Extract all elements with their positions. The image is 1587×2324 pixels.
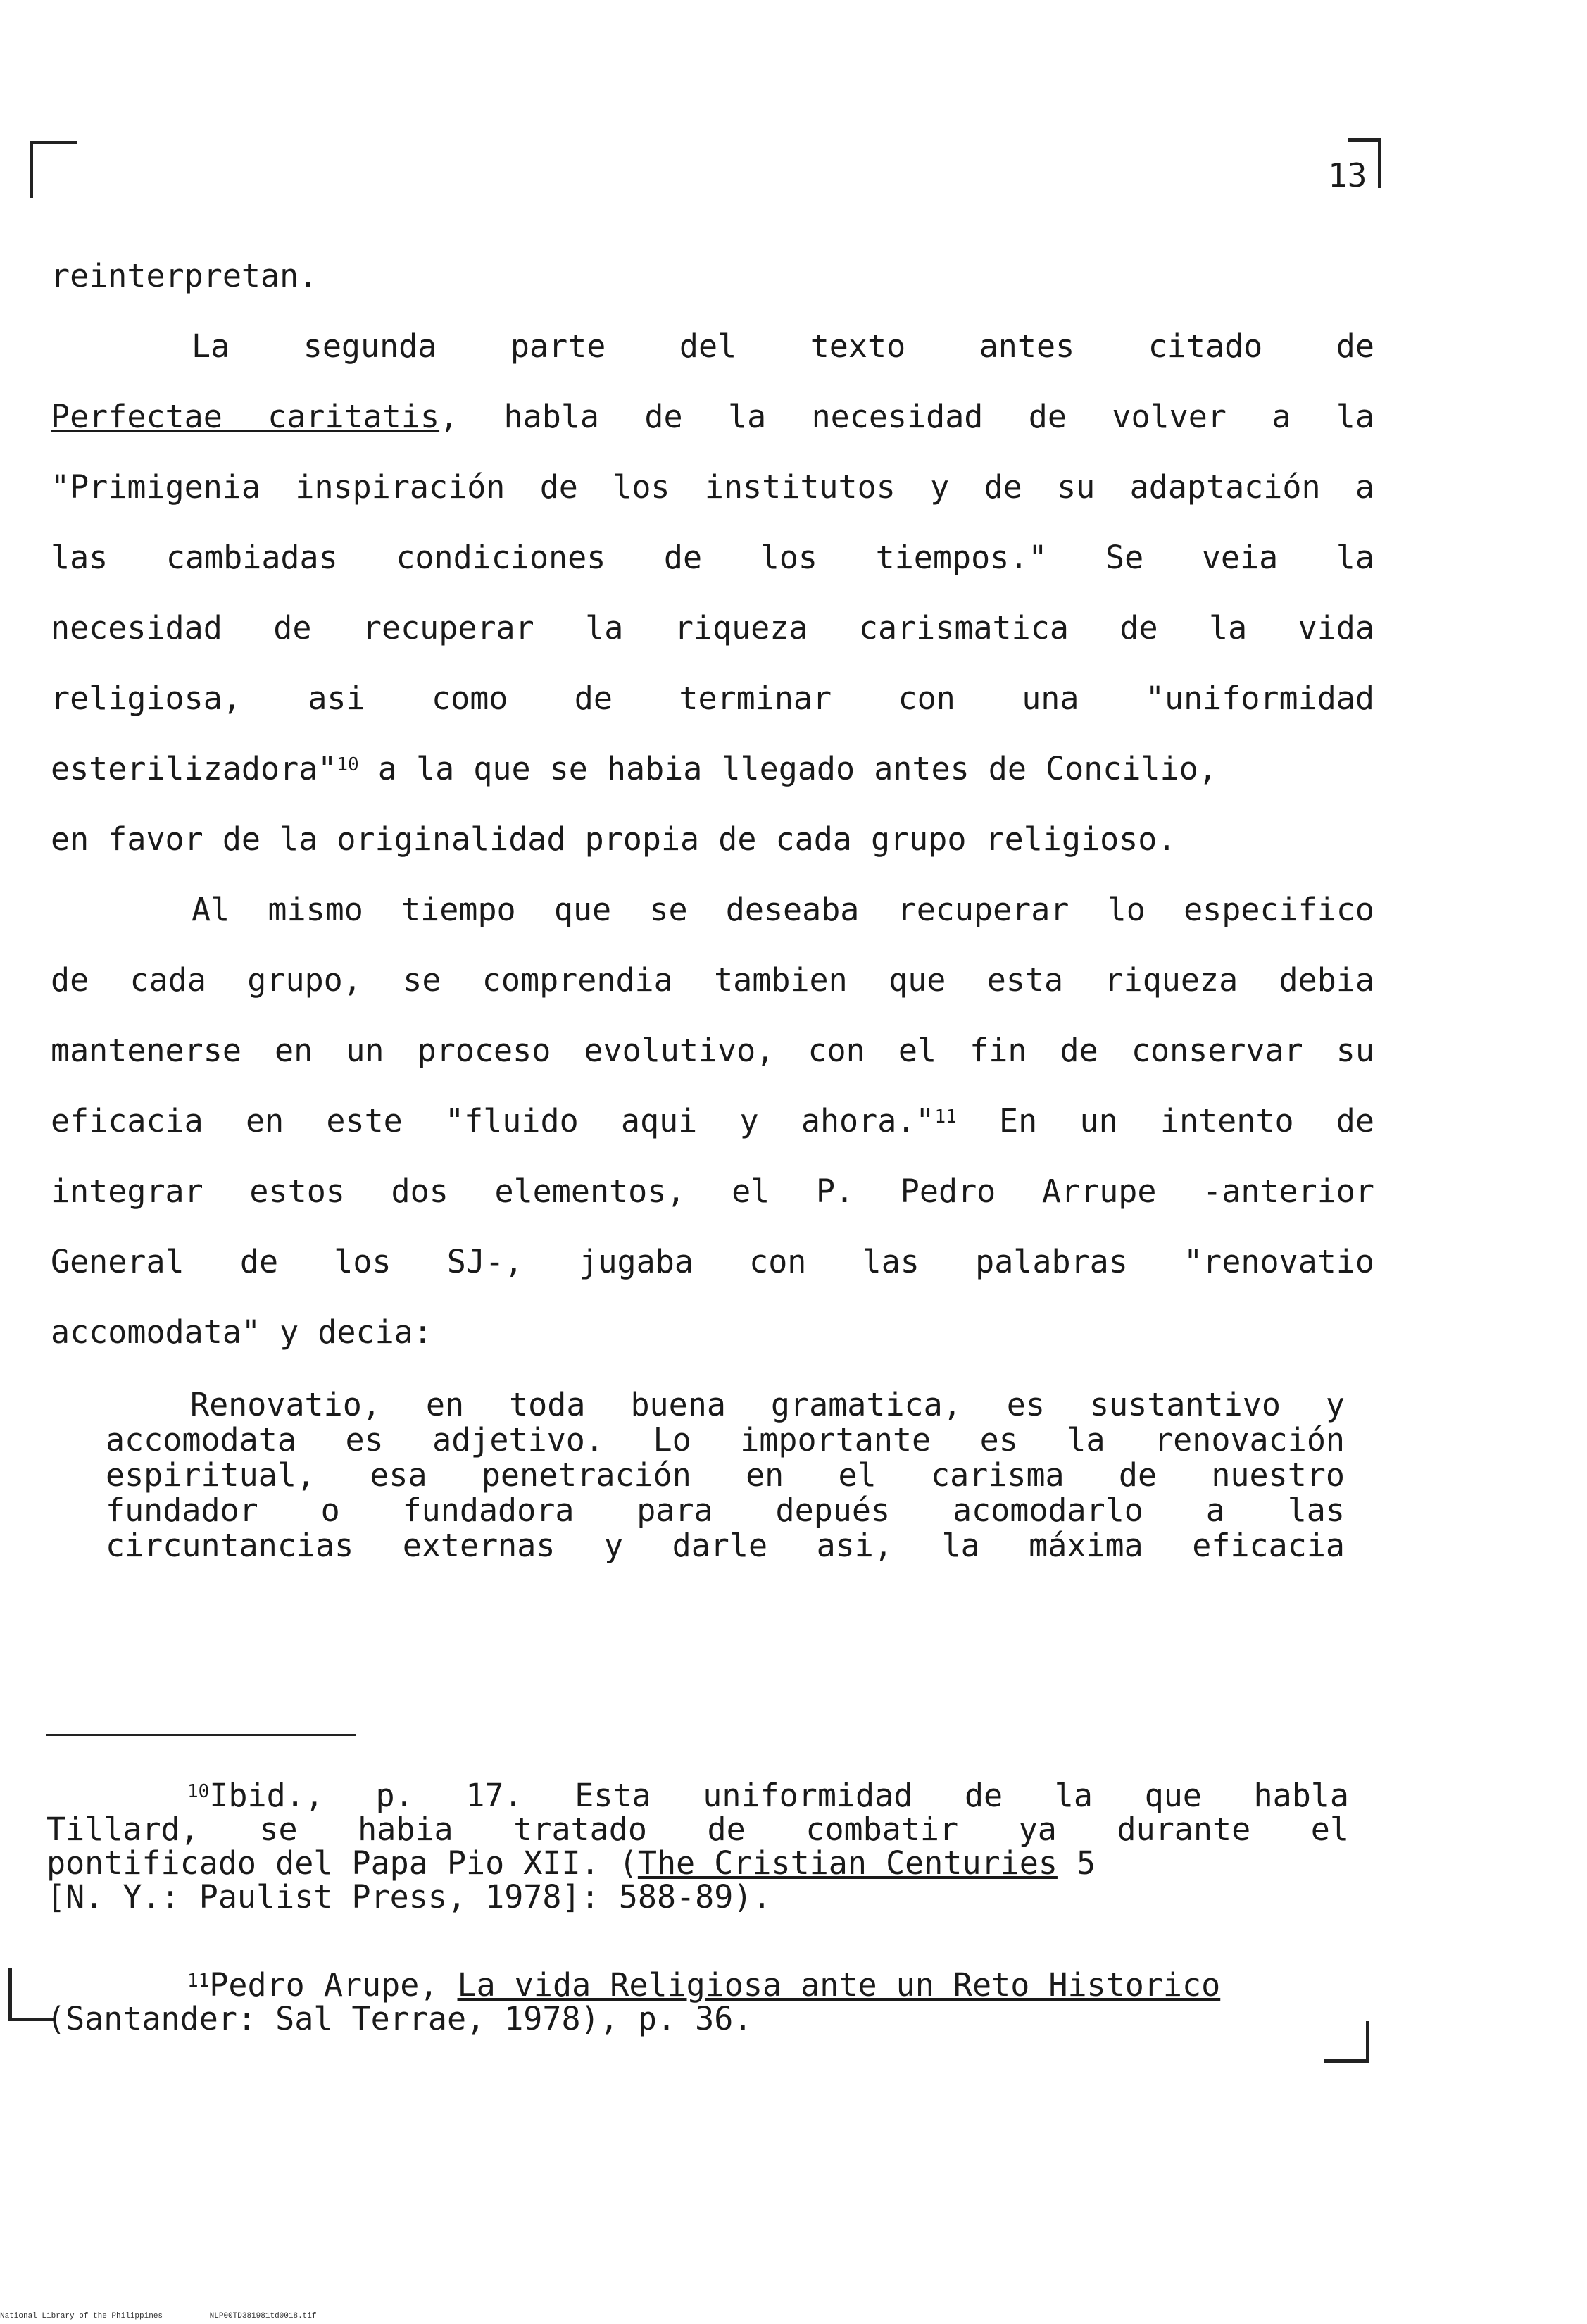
body-text — [51, 241, 1374, 1368]
footnote-line — [46, 1968, 1349, 2002]
body-line: reinterpretan. — [51, 257, 318, 294]
footnote-text: pontificado del Papa Pio XII. ( — [46, 1844, 638, 1882]
quote-line: fundador o fundadora para depués acomodarlo a las — [106, 1492, 1345, 1529]
quote-line: Renovatio, en toda buena gramatica, es sustantivo y — [190, 1386, 1345, 1423]
body-line: "Primigenia inspiración de los institutos y de su adaptación a — [51, 468, 1374, 506]
footnote-text: 5 — [1057, 1844, 1096, 1882]
quote-line: espiritual, esa penetración en el carisma de nuestro — [106, 1456, 1345, 1494]
body-line: La segunda parte del texto antes citado de — [192, 327, 1374, 365]
body-line-text: esterilizadora" — [51, 750, 337, 787]
footnote-separator — [46, 1734, 356, 1736]
body-line: religiosa, asi como de terminar con una "uniformidad — [51, 680, 1374, 717]
footnote-number: 11 — [187, 1970, 210, 1992]
block-quote — [106, 1387, 1345, 1563]
footnote-line — [46, 1844, 1349, 1882]
body-line-text: a la que se habia llegado antes de Concilio, — [358, 750, 1217, 787]
body-line-text: , habla de la necesidad de volver a la — [439, 398, 1374, 435]
scan-filename: NLP00TD381981td0018.tif — [209, 2312, 317, 2320]
body-line: Al mismo tiempo que se deseaba recuperar lo especifico — [192, 891, 1374, 928]
body-line: las cambiadas condiciones de los tiempos." Se veia la — [51, 539, 1374, 576]
title-reference: Perfectae caritatis — [51, 398, 440, 435]
footnote-number: 10 — [187, 1781, 210, 1802]
body-line — [51, 1086, 1374, 1156]
body-line: integrar estos dos elementos, el P. Pedro Arrupe -anterior — [51, 1173, 1374, 1210]
title-reference: La vida Religiosa ante un Reto Historico — [457, 1966, 1221, 2004]
footnote-text: Pedro Arupe, — [209, 1966, 458, 2004]
footnote-marker: 11 — [934, 1106, 957, 1127]
quote-line: circuntancias externas y darle asi, la máxima eficacia — [106, 1527, 1345, 1564]
scan-credit — [0, 2312, 845, 2320]
body-line-text: En un intento de — [956, 1102, 1374, 1139]
body-line: de cada grupo, se comprendia tambien que esta riqueza debia — [51, 961, 1374, 999]
body-line: necesidad de recuperar la riqueza carismatica de la vida — [51, 609, 1374, 646]
body-line: en favor de la originalidad propia de cada grupo religioso. — [51, 820, 1177, 858]
body-line: General de los SJ-, jugaba con las palabras "renovatio — [51, 1243, 1374, 1280]
title-reference: The Cristian Centuries — [637, 1844, 1058, 1882]
footnote-line — [46, 1779, 1349, 1813]
footnote-line: Tillard, se habia tratado de combatir ya durante el — [46, 1811, 1349, 1848]
footnote-text: Ibid., p. 17. Esta uniformidad de la que habla — [209, 1777, 1349, 1814]
body-line: mantenerse en un proceso evolutivo, con el fin de conservar su — [51, 1032, 1374, 1069]
footnote-marker: 10 — [337, 754, 359, 775]
footnote-10 — [46, 1779, 1349, 1914]
footnote-line: [N. Y.: Paulist Press, 1978]: 588-89). — [46, 1878, 772, 1916]
body-line — [51, 734, 1374, 804]
quote-line: accomodata es adjetivo. Lo importante es la renovación — [106, 1421, 1345, 1458]
body-line-text: eficacia en este "fluido aqui y ahora." — [51, 1102, 935, 1139]
page-number: 13 — [1328, 156, 1367, 194]
crop-mark-top-left — [30, 141, 77, 198]
footnote-11 — [46, 1968, 1349, 2036]
footnote-line: (Santander: Sal Terrae, 1978), p. 36. — [46, 2000, 753, 2037]
scan-library: National Library of the Philippines — [0, 2312, 163, 2320]
body-line — [51, 382, 1374, 452]
body-line: accomodata" y decia: — [51, 1313, 432, 1351]
